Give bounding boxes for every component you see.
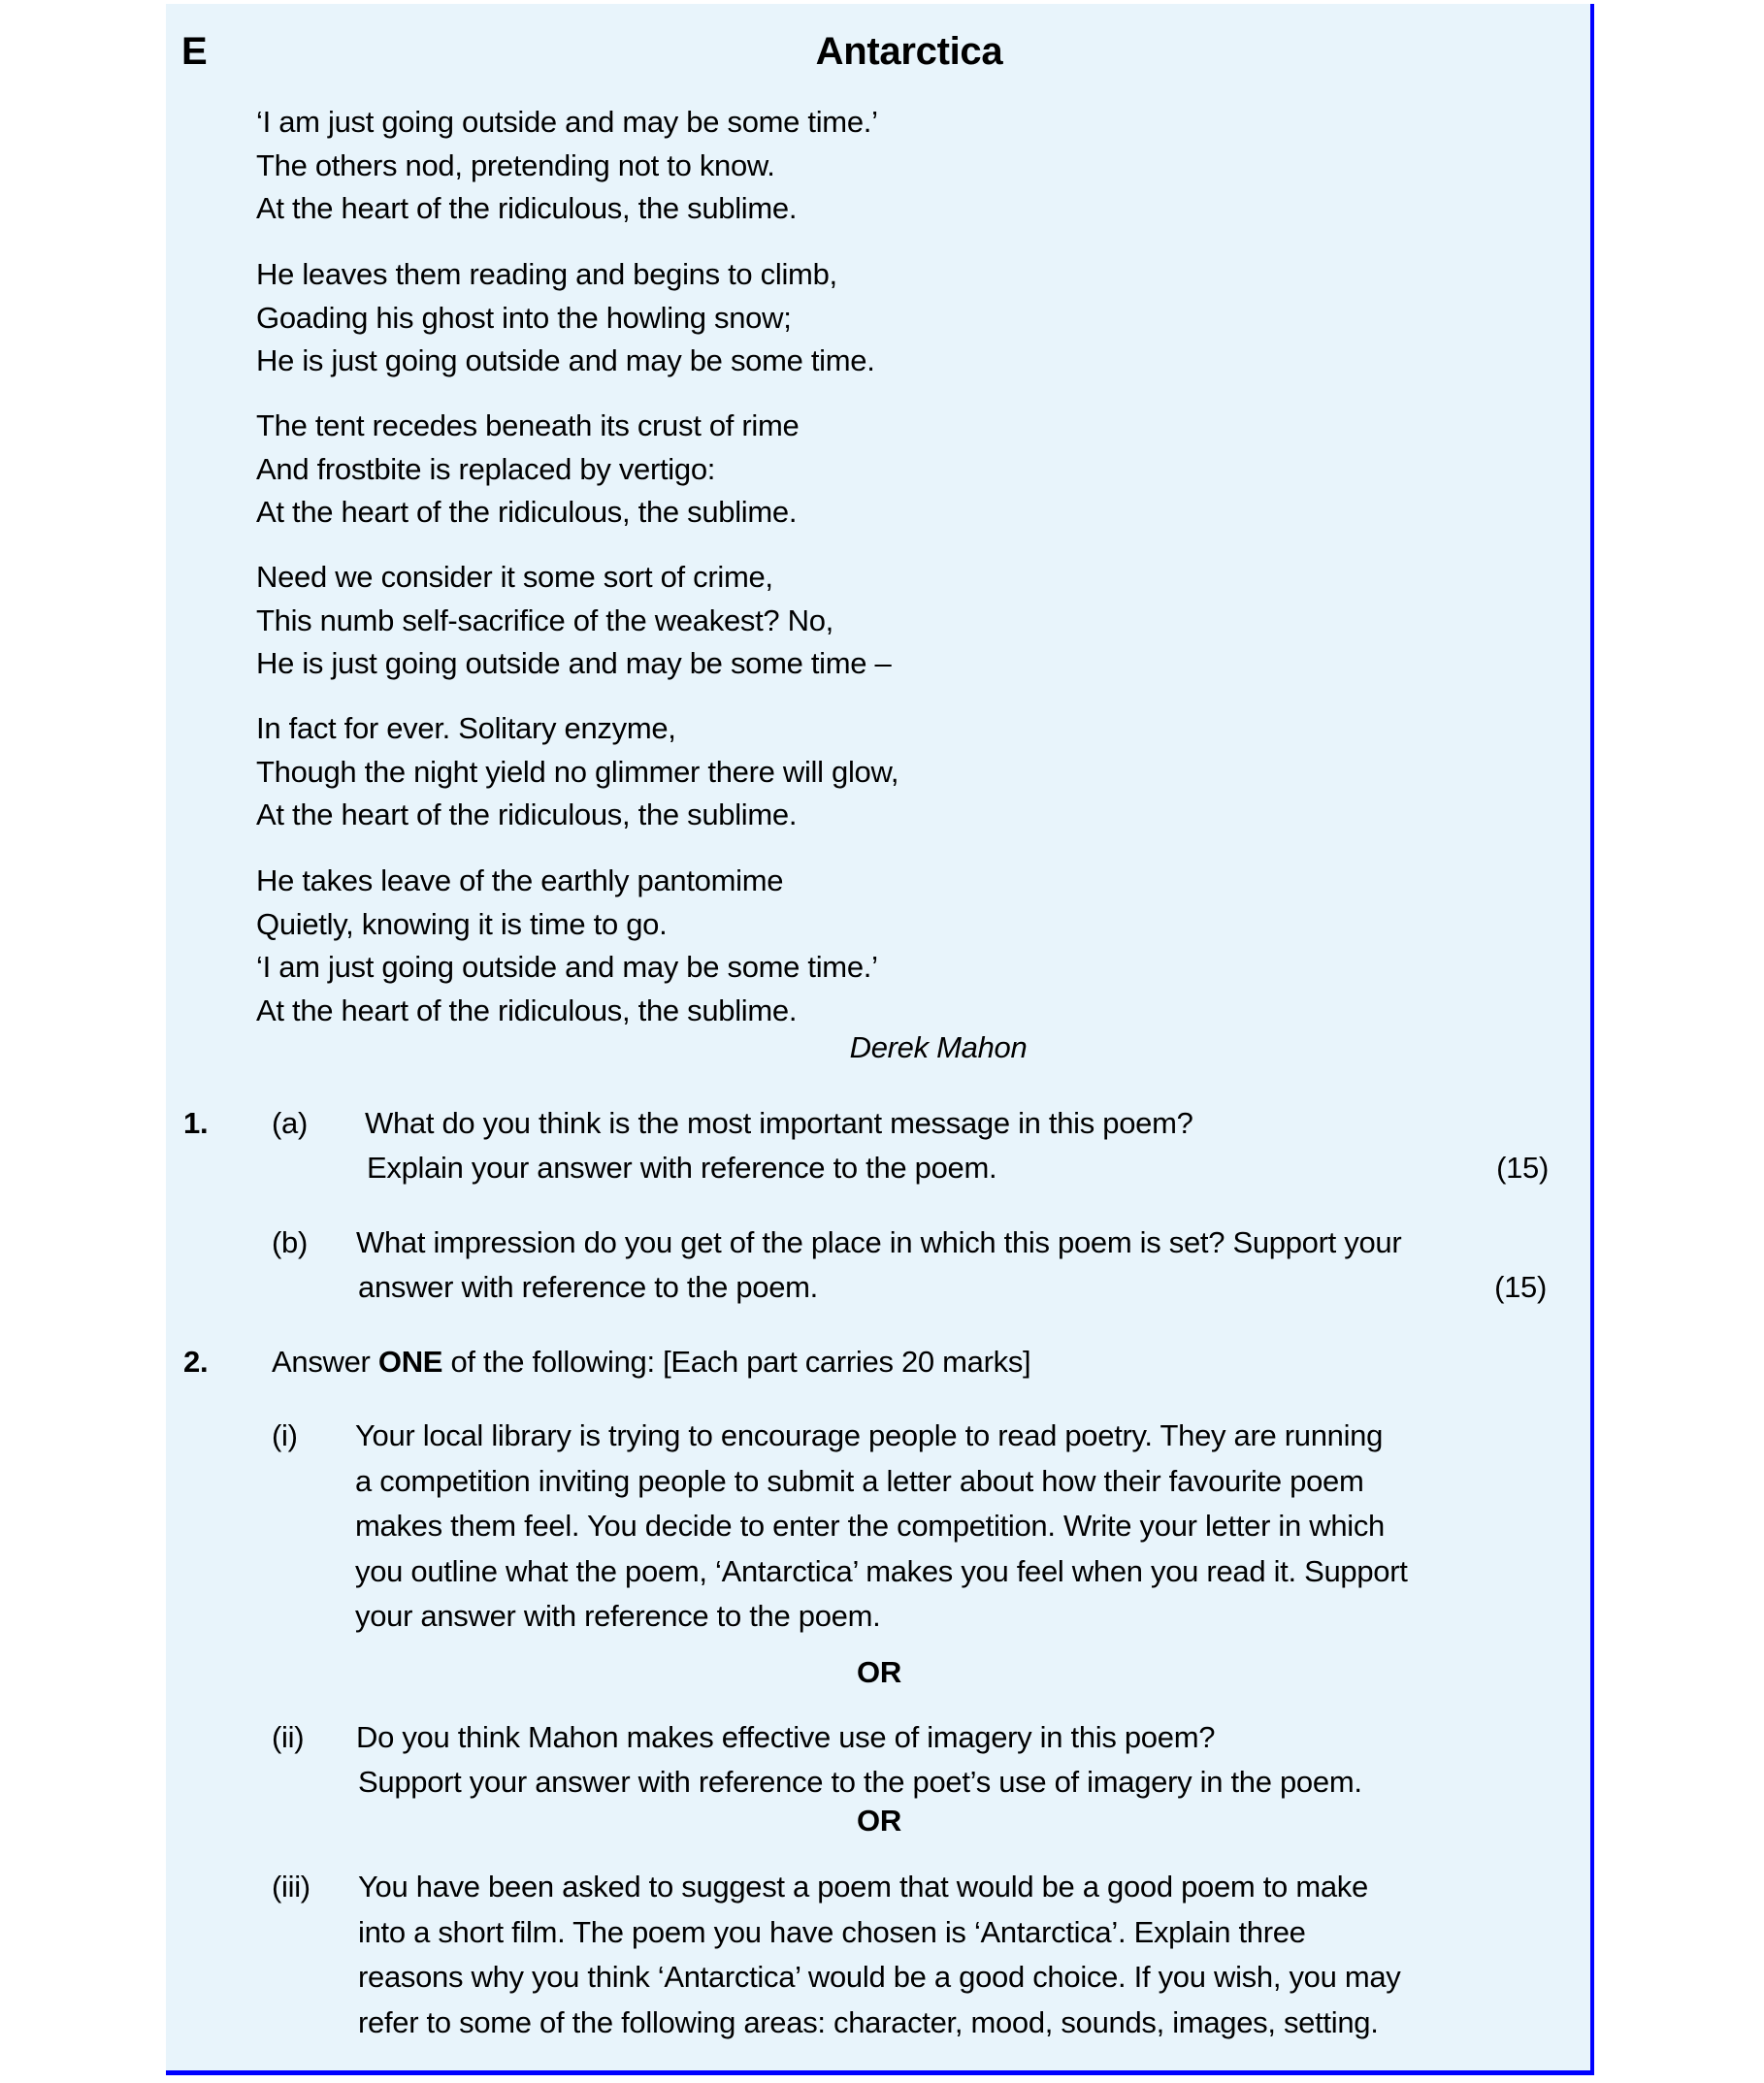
question-1a-label: (a) — [272, 1106, 308, 1140]
question-line: makes them feel. You decide to enter the competition. Write your letter in which — [355, 1509, 1386, 1543]
poem-line: ‘I am just going outside and may be some time.’ — [256, 105, 878, 139]
poem-line: At the heart of the ridiculous, the sublime. — [256, 191, 798, 226]
question-2-number: 2. — [183, 1345, 209, 1379]
poem-line: At the heart of the ridiculous, the sublime. — [256, 495, 798, 530]
poem-line: The others nod, pretending not to know. — [256, 147, 775, 182]
poem-line: He takes leave of the earthly pantomime — [256, 863, 784, 897]
or-separator: OR — [857, 1804, 901, 1838]
question-line: reasons why you think ‘Antarctica’ would be a good choice. If you wish, you may — [358, 1960, 1401, 1994]
question-2-intro — [272, 1345, 1030, 1380]
poem-line: He leaves them reading and begins to climb, — [256, 257, 837, 291]
poem-line: ‘I am just going outside and may be some time.’ — [256, 950, 878, 985]
intro-text: Answer — [272, 1345, 378, 1379]
question-2ii-line: Support your answer with reference to the poet’s use of imagery in the poem. — [358, 1765, 1362, 1799]
question-line: into a short film. The poem you have chosen is ‘Antarctica’. Explain three — [358, 1914, 1306, 1949]
poem-author: Derek Mahon — [849, 1030, 1028, 1064]
or-separator: OR — [857, 1655, 901, 1689]
poem-title: Antarctica — [815, 30, 1003, 73]
poem-line: At the heart of the ridiculous, the sublime. — [256, 993, 798, 1028]
question-2ii-line: Do you think Mahon makes effective use of imagery in this poem? — [356, 1720, 1216, 1754]
question-line: refer to some of the following areas: character, mood, sounds, images, setting. — [358, 2004, 1379, 2039]
poem-line: The tent recedes beneath its crust of rime — [256, 408, 800, 442]
question-1b-marks: (15) — [1494, 1270, 1547, 1304]
poem-line: In fact for ever. Solitary enzyme, — [256, 711, 676, 745]
intro-emphasis: ONE — [377, 1345, 443, 1379]
question-2i-label: (i) — [272, 1418, 298, 1452]
question-1b-line: answer with reference to the poem. — [358, 1270, 818, 1304]
poem-line: He is just going outside and may be some time. — [256, 343, 875, 378]
poem-line: Though the night yield no glimmer there will glow, — [256, 754, 899, 789]
question-1a-marks: (15) — [1496, 1151, 1549, 1185]
question-1a-line: What do you think is the most important message in this poem? — [365, 1106, 1193, 1140]
question-2iii-label: (iii) — [272, 1870, 310, 1904]
question-line: You have been asked to suggest a poem that would be a good poem to make — [358, 1870, 1368, 1904]
question-1b-label: (b) — [272, 1225, 308, 1259]
poem-line: And frostbite is replaced by vertigo: — [256, 451, 716, 486]
question-line: you outline what the poem, ‘Antarctica’ makes you feel when you read it. Support — [355, 1553, 1408, 1588]
poem-line: Need we consider it some sort of crime, — [256, 560, 773, 594]
poem-line: He is just going outside and may be some time – — [256, 646, 892, 681]
poem-line: This numb self-sacrifice of the weakest? No, — [256, 602, 833, 637]
question-line: Your local library is trying to encourage people to read poetry. They are running — [355, 1418, 1384, 1452]
question-line: your answer with reference to the poem. — [355, 1599, 881, 1633]
poem-line: Quietly, knowing it is time to go. — [256, 906, 668, 941]
intro-text: of the following: [Each part carries 20 marks] — [442, 1345, 1031, 1379]
section-letter: E — [181, 30, 208, 73]
question-line: a competition inviting people to submit a letter about how their favourite poem — [355, 1463, 1364, 1498]
question-1b-line: What impression do you get of the place in which this poem is set? Support your — [356, 1225, 1402, 1259]
poem-line: Goading his ghost into the howling snow; — [256, 300, 792, 335]
question-1a-line: Explain your answer with reference to the poem. — [367, 1151, 997, 1185]
question-2ii-label: (ii) — [272, 1720, 305, 1754]
poem-line: At the heart of the ridiculous, the sublime. — [256, 797, 798, 832]
question-1-number: 1. — [183, 1106, 209, 1140]
